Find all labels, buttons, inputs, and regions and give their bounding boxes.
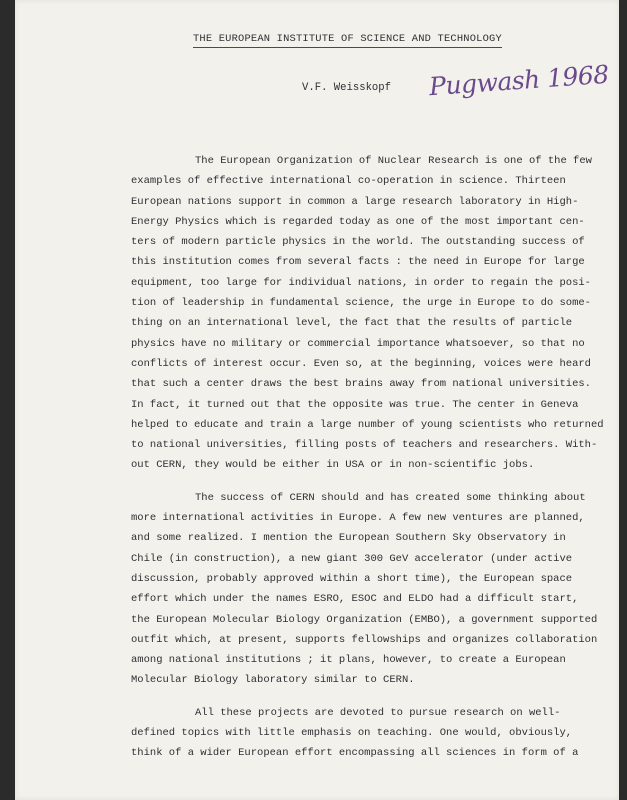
text-line: the European Molecular Biology Organization (EMBO), a government supported [131,613,598,626]
text-line: conflicts of interest occur. Even so, at the beginning, voices were heard [131,357,591,370]
text-line: European nations support in common a large research laboratory in High- [131,195,579,208]
text-line: equipment, too large for individual nations, in order to regain the posi- [131,276,591,289]
paragraph-3 [131,703,611,764]
text-line: thing on an international level, the fact that the results of particle [131,317,573,330]
text-line: to national universities, filling posts of teachers and researchers. With- [131,439,598,452]
text-line: The success of CERN should and has created some thinking about [195,491,586,504]
handwritten-annotation: Pugwash 1968 [428,59,610,102]
text-line: and some realized. I mention the European Southern Sky Observatory in [131,532,566,545]
paragraph-spacer [131,691,611,703]
paragraph-spacer [131,476,611,488]
text-line: this institution comes from several facts : the need in Europe for large [131,256,585,269]
document-title: THE EUROPEAN INSTITUTE OF SCIENCE AND TECHNOLOGY [193,33,502,48]
text-line: out CERN, they would be either in USA or in non-scientific jobs. [131,459,535,472]
text-line: examples of effective international co-operation in science. Thirteen [131,175,566,188]
text-line: Energy Physics which is regarded today as one of the most important cen- [131,215,585,228]
text-line: discussion, probably approved within a short time), the European space [131,572,573,585]
text-line: Molecular Biology laboratory similar to CERN. [131,674,415,687]
text-line: that such a center draws the best brains away from national universities. [131,378,591,391]
text-line: among national institutions ; it plans, however, to create a European [131,654,566,667]
text-line: The European Organization of Nuclear Research is one of the few [195,155,592,167]
text-line: Chile (in construction), a new giant 300 GeV accelerator (under active [131,552,573,565]
author-name: V.F. Weisskopf [302,82,392,94]
text-line: effort which under the names ESRO, ESOC and ELDO had a difficult start, [131,593,579,606]
text-line: helped to educate and train a large number of young scientists who returned [131,418,604,431]
text-line: think of a wider European effort encompassing all sciences in form of a [131,747,579,760]
document-page [15,0,619,800]
text-line: ters of modern particle physics in the world. The outstanding success of [131,236,585,249]
text-line: All these projects are devoted to pursue research on well- [195,706,561,719]
text-line: defined topics with little emphasis on teaching. One would, obviously, [131,727,573,740]
paragraph-1 [131,151,611,476]
text-line: physics have no military or commercial importance whatsoever, so that no [131,337,585,350]
text-line: more international activities in Europe. A few new ventures are planned, [131,512,585,525]
text-line: outfit which, at present, supports fellowships and organizes collaboration [131,633,598,646]
document-body [131,151,611,764]
text-line: In fact, it turned out that the opposite was true. The center in Geneva [131,398,579,411]
paragraph-2 [131,488,611,691]
text-line: tion of leadership in fundamental science, the urge in Europe to do some- [131,297,591,310]
